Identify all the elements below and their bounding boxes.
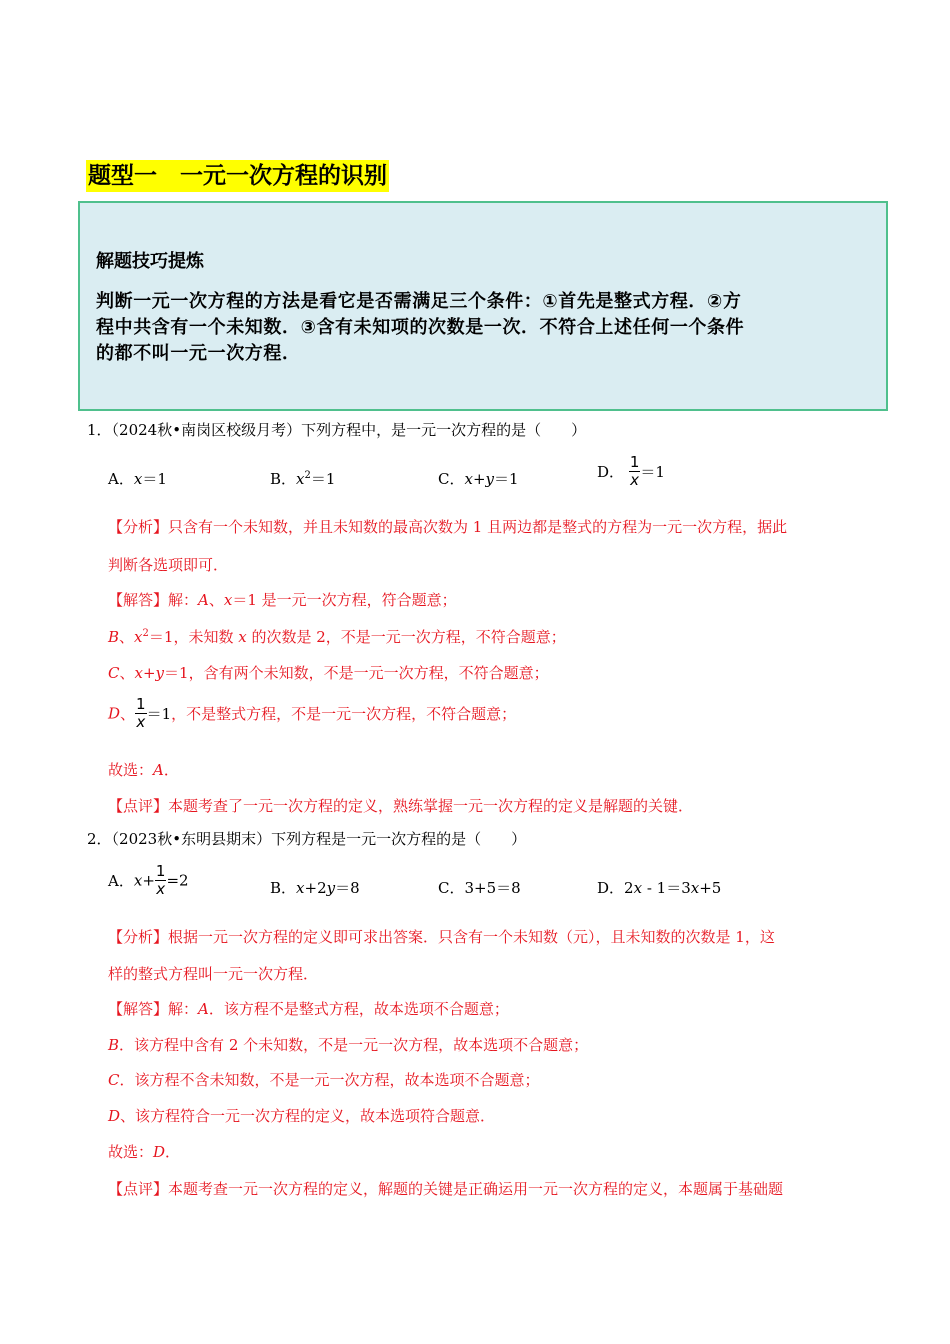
question-1-answer-d — [108, 697, 516, 730]
question-2-answer-c — [108, 1069, 540, 1090]
separator: 、 — [208, 591, 224, 609]
question-1-analysis-line-2: 判断各选项即可． — [108, 556, 229, 574]
math-expr: ＝8 — [335, 879, 360, 897]
math-expr: ＝1 — [142, 470, 167, 488]
math-op: + — [142, 664, 156, 682]
option-label: A． — [108, 470, 134, 488]
separator: ． — [119, 1036, 135, 1054]
separator: 、 — [120, 1107, 136, 1125]
fraction-denominator: x — [630, 471, 640, 489]
answer-tag: 【解答】 — [108, 591, 169, 609]
math-expr: ＝1 — [640, 463, 665, 481]
answer-text: 是一元一次方程，符合题意； — [256, 591, 457, 609]
choice-prefix: 故选： — [108, 761, 154, 779]
option-label: B． — [270, 879, 297, 897]
question-1-stem — [87, 419, 586, 440]
question-1-answer-a — [108, 589, 457, 610]
math-var: y — [485, 470, 495, 488]
question-1-option-d — [597, 455, 665, 488]
math-expr: ＝1 — [148, 628, 174, 646]
analysis-tag: 【分析】 — [108, 928, 169, 946]
math-expr: 3+5＝8 — [464, 879, 521, 897]
question-1-answer-b — [108, 626, 566, 647]
separator: 、 — [120, 705, 136, 723]
math-var: x — [238, 628, 247, 646]
fraction-denominator: x — [136, 713, 146, 731]
option-letter: A — [198, 591, 209, 609]
section-title: 题型一 一元一次方程的识别 — [86, 160, 389, 192]
answer-text: 该方程中含有 2 个未知数，不是一元一次方程，故本选项不合题意； — [134, 1036, 589, 1054]
answer-text: 该方程不含未知数，不是一元一次方程，故本选项不合题意； — [134, 1071, 540, 1089]
answer-text: ，含有两个未知数，不是一元一次方程，不符合题意； — [188, 664, 549, 682]
choice-prefix: 故选： — [108, 1143, 154, 1161]
math-expr: ＝1 — [310, 470, 336, 488]
math-var: x — [133, 871, 143, 890]
comment-tag: 【点评】 — [108, 1180, 169, 1198]
separator: 、 — [119, 628, 135, 646]
option-letter: C — [108, 664, 120, 682]
question-1-choice — [108, 759, 179, 780]
math-var: y — [326, 879, 336, 897]
option-letter: A — [198, 1000, 209, 1018]
math-var: x — [223, 591, 233, 609]
option-label: D． — [597, 463, 625, 481]
fraction-numerator: 1 — [136, 695, 146, 713]
fraction-denominator: x — [156, 880, 166, 898]
question-1-answer-c — [108, 662, 549, 683]
option-label: C． — [438, 470, 465, 488]
analysis-text: 只含有一个未知数，并且未知数的最高次数为 1 且两边都是整式的方程为一元一次方程，据此 — [168, 518, 788, 536]
choice-suffix: ． — [165, 1143, 181, 1161]
math-var: y — [155, 664, 165, 682]
math-var: x — [633, 879, 643, 897]
math-expr: +2 — [304, 879, 327, 897]
question-2-comment — [108, 1178, 783, 1199]
math-fraction — [135, 697, 147, 730]
option-label: C． — [438, 879, 465, 897]
question-1-option-b — [270, 468, 335, 489]
fraction-numerator: 1 — [155, 862, 166, 880]
math-var: x — [134, 664, 143, 682]
comment-text: 本题考查一元一次方程的定义，解题的关键是正确运用一元一次方程的定义，本题属于基础题 — [168, 1180, 784, 1198]
answer-text: 该方程不是整式方程，故本选项不合题意； — [223, 1000, 509, 1018]
math-expr: ＝1 — [232, 591, 257, 609]
tip-box-title: 解题技巧提炼 — [96, 251, 204, 272]
math-expr: ＝1 — [146, 705, 172, 723]
answer-text: ，不是整式方程，不是一元一次方程，不符合题意； — [171, 705, 517, 723]
question-number: 2． — [87, 830, 112, 848]
tip-box-line-2: 程中共含有一个未知数．③含有未知项的次数是一次．不符合上述任何一个条件 — [96, 317, 745, 338]
analysis-tag: 【分析】 — [108, 518, 169, 536]
answer-text: 的次数是 2，不是一元一次方程，不符合题意； — [246, 628, 566, 646]
math-var: x — [133, 470, 143, 488]
question-2-answer-d — [108, 1105, 495, 1126]
answer-prefix: 解： — [168, 1000, 199, 1018]
tip-box-line-3: 的都不叫一元一次方程． — [96, 343, 301, 364]
question-2-option-c — [438, 877, 521, 898]
question-2-answer-a — [108, 998, 509, 1019]
separator: ． — [119, 1071, 135, 1089]
math-expr: ＝1 — [494, 470, 519, 488]
answer-text: ，未知数 — [173, 628, 239, 646]
math-fraction — [155, 864, 167, 897]
choice-letter: A — [153, 761, 164, 779]
math-var: x — [134, 628, 143, 646]
option-label: A． — [108, 872, 134, 890]
separator: ． — [208, 1000, 224, 1018]
math-var: x — [464, 470, 473, 488]
question-2-analysis-line-2: 样的整式方程叫一元一次方程． — [108, 965, 319, 983]
question-2-option-d — [597, 877, 721, 898]
math-expr: ＝1 — [164, 664, 189, 682]
question-2-stem — [87, 828, 526, 849]
math-expr: =2 — [166, 871, 189, 890]
math-fraction — [629, 455, 641, 488]
question-1-option-a — [108, 468, 167, 489]
question-2-option-b — [270, 877, 360, 898]
question-1-comment — [108, 795, 693, 816]
choice-suffix: ． — [163, 761, 179, 779]
option-letter: D — [108, 1107, 121, 1125]
math-exponent: 2 — [304, 470, 311, 481]
option-letter: B — [108, 628, 120, 646]
comment-text: 本题考查了一元一次方程的定义，熟练掌握一元一次方程的定义是解题的关键． — [168, 797, 694, 815]
option-letter: B — [108, 1036, 120, 1054]
question-text: （2023秋•东明县期末）下列方程是一元一次方程的是（ ） — [111, 830, 527, 848]
question-2-choice — [108, 1141, 180, 1162]
answer-text: 该方程符合一元一次方程的定义，故本选项符合题意． — [135, 1107, 496, 1125]
comment-tag: 【点评】 — [108, 797, 169, 815]
question-number: 1． — [87, 421, 112, 439]
tip-box-line-1: 判断一元一次方程的方法是看它是否需满足三个条件：①首先是整式方程．②方 — [96, 291, 742, 312]
option-letter: C — [108, 1071, 120, 1089]
question-text: （2024秋•南岗区校级月考）下列方程中，是一元一次方程的是（ ） — [111, 421, 587, 439]
math-op: + — [472, 470, 486, 488]
answer-tag: 【解答】 — [108, 1000, 169, 1018]
math-var: x — [296, 470, 305, 488]
separator: 、 — [119, 664, 135, 682]
option-letter: D — [108, 704, 121, 723]
math-var: x — [690, 879, 700, 897]
math-expr: - 1＝3 — [642, 879, 691, 897]
math-exponent: 2 — [142, 628, 149, 639]
analysis-text: 根据一元一次方程的定义即可求出答案．只含有一个未知数（元），且未知数的次数是 1，这 — [168, 928, 775, 946]
math-var: x — [296, 879, 305, 897]
question-1-option-c — [438, 468, 519, 489]
choice-letter: D — [153, 1143, 166, 1161]
fraction-numerator: 1 — [629, 453, 640, 471]
math-expr: +5 — [699, 879, 722, 897]
answer-prefix: 解： — [168, 591, 199, 609]
question-2-answer-b — [108, 1034, 588, 1055]
math-op: + — [142, 871, 155, 890]
math-expr: 2 — [624, 879, 634, 897]
question-2-option-a — [108, 864, 189, 897]
option-label: B． — [270, 470, 297, 488]
question-1-analysis-line-1 — [108, 516, 787, 537]
question-2-analysis-line-1 — [108, 926, 775, 947]
option-label: D． — [597, 879, 625, 897]
